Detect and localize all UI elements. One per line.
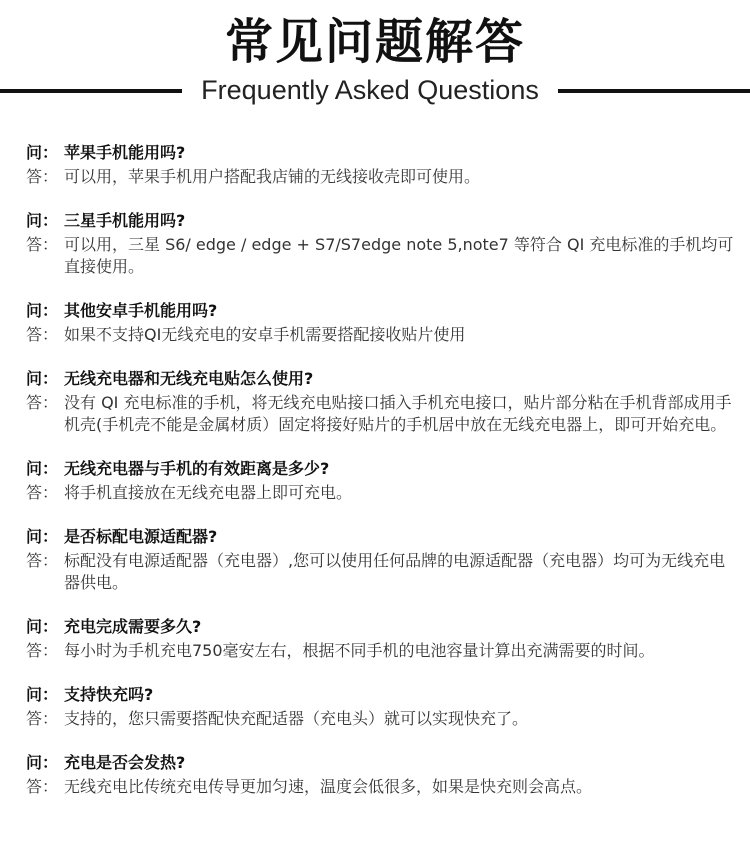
faq-answer: [26, 234, 738, 278]
answer-prefix: 答：: [26, 551, 59, 570]
faq-item: [26, 684, 738, 730]
answer-text: 标配没有电源适配器（充电器）,您可以使用任何品牌的电源适配器（充电器）均可为无线充电器供电。: [64, 551, 726, 592]
question-text: 充电是否会发热?: [64, 753, 186, 772]
faq-answer: [26, 640, 738, 662]
faq-question: [26, 526, 738, 548]
faq-answer: [26, 166, 738, 188]
answer-prefix: 答：: [26, 641, 59, 660]
faq-item: [26, 142, 738, 188]
answer-prefix: 答：: [26, 325, 59, 344]
question-text: 苹果手机能用吗?: [64, 143, 186, 162]
faq-item: [26, 368, 738, 436]
question-text: 无线充电器和无线充电贴怎么使用?: [64, 369, 314, 388]
answer-text: 每小时为手机充电750毫安左右，根据不同手机的电池容量计算出充满需要的时间。: [64, 641, 655, 660]
page-title: 常见问题解答: [224, 14, 525, 70]
question-prefix: 问：: [26, 301, 59, 320]
faq-answer: [26, 550, 738, 594]
answer-text: 将手机直接放在无线充电器上即可充电。: [64, 483, 353, 502]
answer-text: 无线充电比传统充电传导更加匀速，温度会低很多，如果是快充则会高点。: [64, 777, 593, 796]
answer-prefix: 答：: [26, 709, 59, 728]
faq-question: [26, 300, 738, 322]
question-text: 支持快充吗?: [64, 685, 154, 704]
faq-question: [26, 210, 738, 232]
answer-text: 可以用，三星 S6/ edge / edge + S7/S7edge note 5,note7 等符合 QI 充电标准的手机均可直接使用。: [64, 235, 734, 276]
page-subtitle: Frequently Asked Questions: [201, 75, 539, 105]
answer-prefix: 答：: [26, 777, 59, 796]
faq-question: [26, 368, 738, 390]
faq-question: [26, 684, 738, 706]
faq-list: [26, 142, 738, 798]
answer-text: 可以用，苹果手机用户搭配我店铺的无线接收壳即可使用。: [64, 167, 481, 186]
answer-prefix: 答：: [26, 167, 59, 186]
question-text: 三星手机能用吗?: [64, 211, 186, 230]
question-prefix: 问：: [26, 753, 59, 772]
faq-question: [26, 616, 738, 638]
faq-item: [26, 616, 738, 662]
faq-item: [26, 752, 738, 798]
question-text: 其他安卓手机能用吗?: [64, 301, 218, 320]
answer-prefix: 答：: [26, 483, 59, 502]
faq-answer: [26, 776, 738, 798]
subtitle-banner: [0, 72, 750, 108]
faq-question: [26, 142, 738, 164]
faq-item: [26, 526, 738, 594]
answer-prefix: 答：: [26, 393, 59, 412]
question-text: 是否标配电源适配器?: [64, 527, 218, 546]
answer-prefix: 答：: [26, 235, 59, 254]
faq-item: [26, 210, 738, 278]
left-divider: [0, 89, 182, 93]
faq-item: [26, 300, 738, 346]
question-text: 充电完成需要多久?: [64, 617, 202, 636]
question-prefix: 问：: [26, 369, 59, 388]
question-prefix: 问：: [26, 143, 59, 162]
question-text: 无线充电器与手机的有效距离是多少?: [64, 459, 330, 478]
question-prefix: 问：: [26, 211, 59, 230]
right-divider: [558, 89, 750, 93]
answer-text: 没有 QI 充电标准的手机，将无线充电贴接口插入手机充电接口，贴片部分粘在手机背部成用手机壳(手机壳不能是金属材质）固定将接好贴片的手机居中放在无线充电器上，即可开始充电。: [64, 393, 732, 434]
faq-item: [26, 458, 738, 504]
question-prefix: 问：: [26, 527, 59, 546]
faq-question: [26, 458, 738, 480]
question-prefix: 问：: [26, 459, 59, 478]
faq-answer: [26, 324, 738, 346]
faq-question: [26, 752, 738, 774]
faq-answer: [26, 392, 738, 436]
faq-answer: [26, 482, 738, 504]
faq-answer: [26, 708, 738, 730]
answer-text: 支持的，您只需要搭配快充配适器（充电头）就可以实现快充了。: [64, 709, 529, 728]
answer-text: 如果不支持QI无线充电的安卓手机需要搭配接收贴片使用: [64, 325, 466, 344]
question-prefix: 问：: [26, 685, 59, 704]
question-prefix: 问：: [26, 617, 59, 636]
